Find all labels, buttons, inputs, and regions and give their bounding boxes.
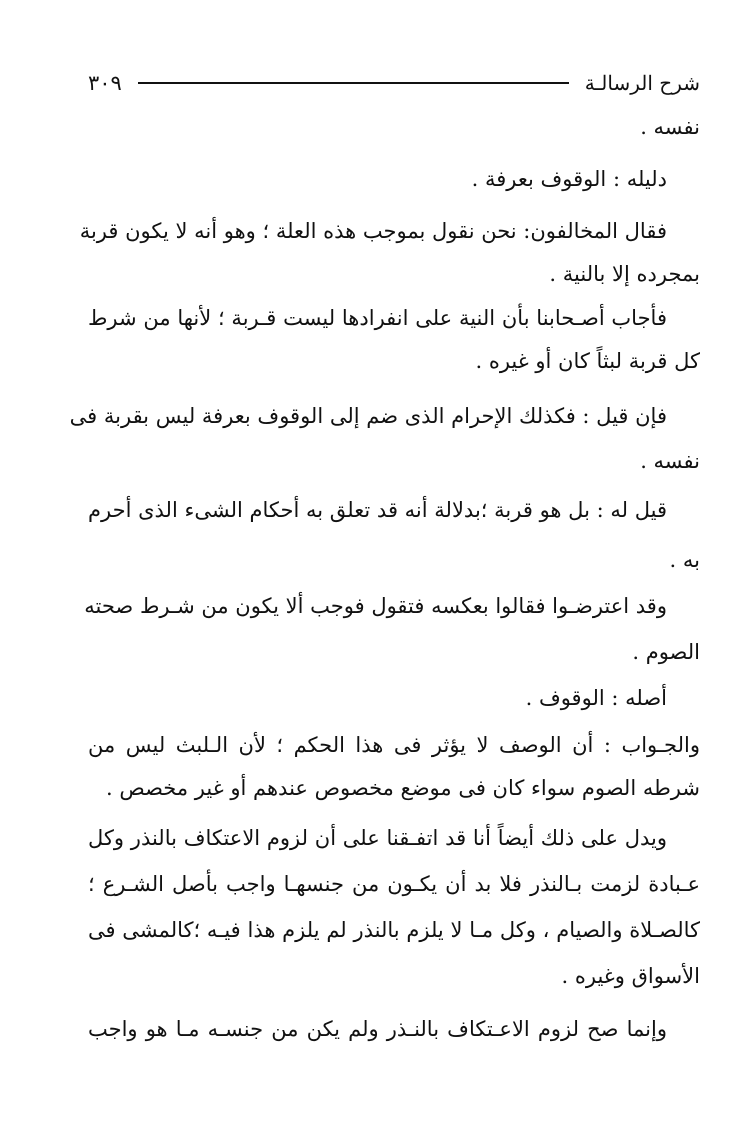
header-rule xyxy=(138,82,569,84)
text-line: وإنما صح لزوم الاعـتكاف بالنـذر ولم يكن من جنسـه مـا هو واجب xyxy=(88,1017,667,1041)
text-line: وقد اعترضـوا فقالوا بعكسه فتقول فوجب ألا يكون من شـرط صحته xyxy=(84,594,667,618)
text-line: الصوم . xyxy=(632,640,700,664)
running-title: شرح الرسالـة xyxy=(584,71,700,95)
text-line: فأجاب أصـحابنا بأن النية على انفرادها ليست قـربة ؛ لأنها من شرط xyxy=(88,306,667,330)
text-line: فقال المخالفون: نحن نقول بموجب هذه العلة ؛ وهو أنه لا يكون قربة xyxy=(79,219,667,243)
running-header xyxy=(88,66,700,100)
text-line: كل قربة لبثاً كان أو غيره . xyxy=(475,349,700,373)
text-line: بمجرده إلا بالنية . xyxy=(549,262,700,286)
text-line: نفسه . xyxy=(640,449,700,473)
text-line: أصله : الوقوف . xyxy=(525,686,667,710)
text-line: ويدل على ذلك أيضاً أنا قد اتفـقنا على أن لزوم الاعتكاف بالنذر وكل xyxy=(88,826,667,850)
text-line: والجـواب : أن الوصف لا يؤثر فى هذا الحكم ؛ لأن الـلبث ليس من xyxy=(88,733,700,757)
page-number: ٣٠٩ xyxy=(88,71,122,95)
text-line: فإن قيل : فكذلك الإحرام الذى ضم إلى الوقوف بعرفة ليس بقربة فى xyxy=(69,404,667,428)
text-line: نفسه . xyxy=(640,115,700,139)
text-line: شرطه الصوم سواء كان فى موضع مخصوص عندهم أو غير مخصص . xyxy=(106,776,700,800)
text-line: الأسواق وغيره . xyxy=(561,964,700,988)
text-line: عـبادة لزمت بـالنذر فلا بد أن يكـون من جنسهـا واجب بأصل الشـرع ؛ xyxy=(88,872,700,896)
text-line: كالصـلاة والصيام ، وكل مـا لا يلزم بالنذر لم يلزم هذا فيـه ؛كالمشى فى xyxy=(88,918,700,942)
text-line: دليله : الوقوف بعرفة . xyxy=(471,167,667,191)
text-line: به . xyxy=(669,548,700,572)
text-line: قيل له : بل هو قربة ؛بدلالة أنه قد تعلق به أحكام الشىء الذى أحرم xyxy=(88,498,667,522)
